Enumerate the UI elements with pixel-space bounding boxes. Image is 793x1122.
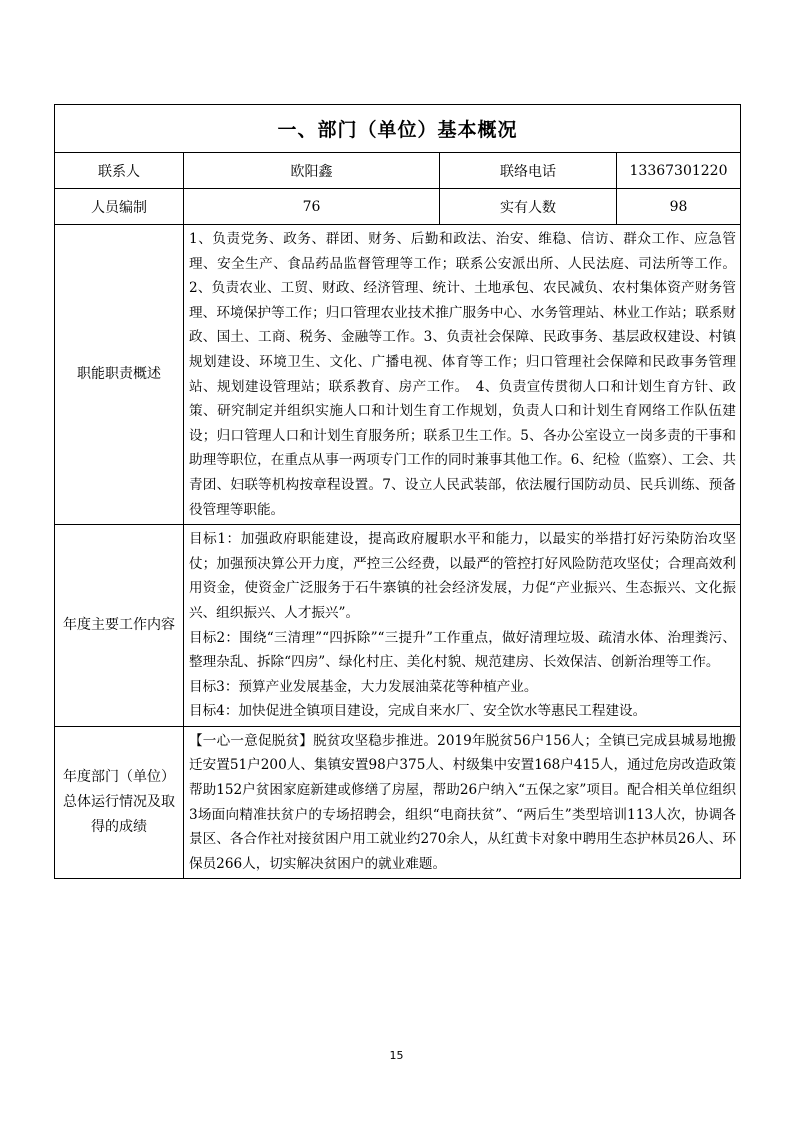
duties-text: 1、负责党务、政务、群团、财务、后勤和政法、治安、维稳、信访、群众工作、应急管理、安全生产、食品药品监督管理等工作；联系公安派出所、人民法庭、司法所等工作。2、负责农业、工贸、财政、经济管理、统计、土地承包、农民减负、农村集体资产财务管理、环境保护等工作；归口管理农业技术推广服务中心、水务管理站、林业工作站；联系财政、国土、工商、税务、金融等工作。3、负责社会保障、民政事务、基层政权建设、村镇规划建设、环境卫生、文化、广播电视、体育等工作；归口管理社会保障和民政事务管理站、规划建设管理站；联系教育、房产工作。 4、负责宣传贯彻人口和计划生育方针、政策、研究制定并组织实施人口和计划生育工作规划，负责人口和计划生育网络工作队伍建设；归口管理人口和计划生育服务所；联系卫生工作。5、各办公室设立一岗多责的干事和助理等职位，在重点从事一两项专门工作的同时兼事其他工作。6、纪检（监察）、工会、共青团、妇联等机构按章程设置。7、设立人民武装部，依法履行国防动员、民兵训练、预备役管理等职能。 [184, 225, 741, 525]
goal-item: 目标1：加强政府职能建设，提高政府履职水平和能力，以最实的举措打好污染防治攻坚仗；加强预决算公开力度，严控三公经费，以最严的管控打好风险防范攻坚仗；合理高效利用资金，使资金广泛服务于石牛寨镇的社会经济发展，力促“产业振兴、生态振兴、文化振兴、组织振兴、人才振兴”。 [189, 531, 737, 621]
annual-work-goals [184, 525, 741, 727]
actual-staff-value: 98 [617, 189, 741, 225]
section-title: 一、部门（单位）基本概况 [55, 105, 741, 153]
goal-item: 目标2：围绕“三清理”“四拆除”“三提升”工作重点，做好清理垃圾、疏清水体、治理粪污、整理杂乱、拆除“四房”、绿化村庄、美化村貌、规范建房、长效保洁、创新治理等工作。 [189, 629, 737, 671]
duties-label: 职能职责概述 [55, 225, 184, 525]
contact-name: 欧阳鑫 [184, 153, 440, 189]
achievements-text: 【一心一意促脱贫】脱贫攻坚稳步推进。2019年脱贫56户156人；全镇已完成县城易地搬迁安置51户200人、集镇安置98户375人、村级集中安置168户415人，通过危房改造政策帮助152户贫困家庭新建或修缮了房屋，帮助26户纳入“五保之家”项目。配合相关单位组织3场面向精准扶贫户的专场招聘会，组织“电商扶贫”、“两后生”类型培训113人次，协调各景区、各合作社对接贫困户用工就业约270余人，从红黄卡对象中聘用生态护林员26人、环保员266人，切实解决贫困户的就业难题。 [184, 726, 741, 879]
staff-quota-value: 76 [184, 189, 440, 225]
annual-work-label: 年度主要工作内容 [55, 525, 184, 727]
basic-info-table [54, 104, 741, 879]
phone-label: 联络电话 [440, 153, 617, 189]
achievements-label: 年度部门（单位）总体运行情况及取得的成绩 [55, 726, 184, 879]
goal-item: 目标4：加快促进全镇项目建设，完成自来水厂、安全饮水等惠民工程建设。 [189, 703, 647, 720]
page-number: 15 [389, 1049, 404, 1062]
goal-item: 目标3：预算产业发展基金，大力发展油菜花等种植产业。 [189, 678, 538, 695]
contact-label: 联系人 [55, 153, 184, 189]
staff-quota-label: 人员编制 [55, 189, 184, 225]
phone-value: 13367301220 [617, 153, 741, 189]
actual-staff-label: 实有人数 [440, 189, 617, 225]
